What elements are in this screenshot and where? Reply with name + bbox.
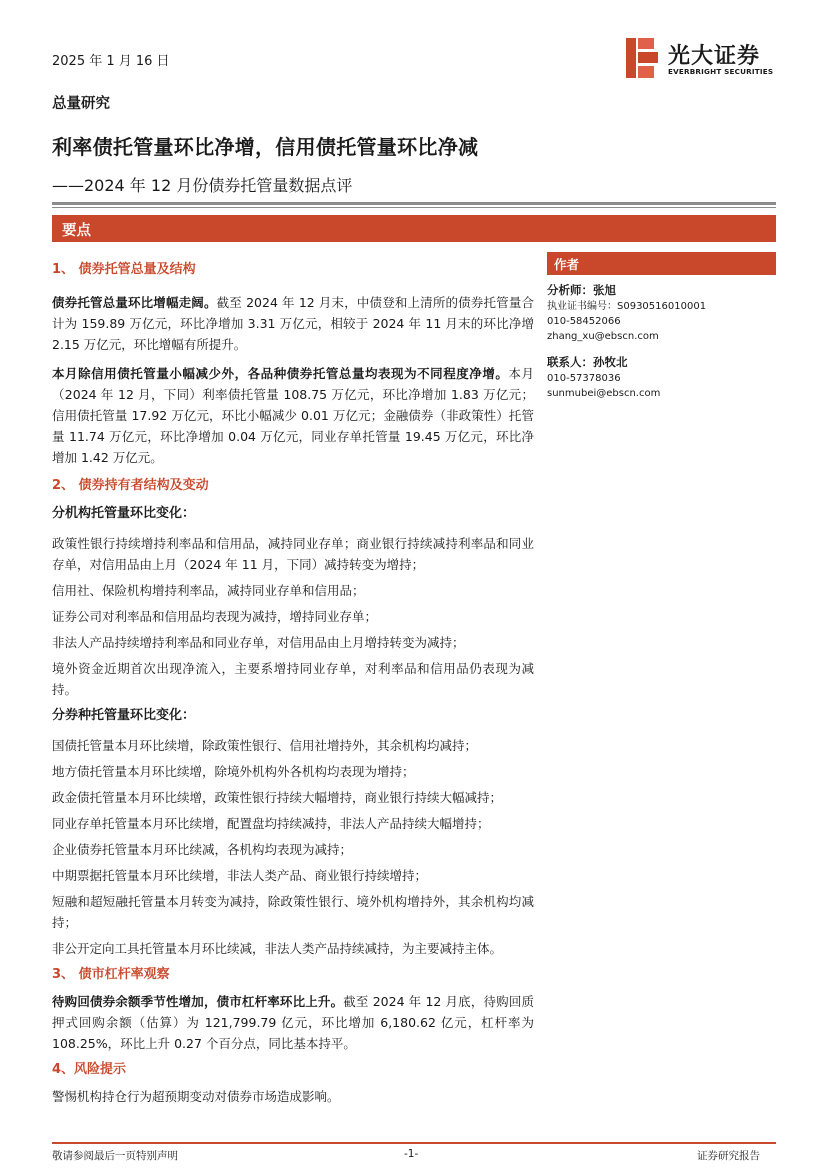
contact-name: 联系人：孙牧北 [547,355,628,369]
contact-phone: 010-57378036 [547,373,621,384]
list-item: 中期票据托管量本月环比续增，非法人类产品、商业银行持续增持； [52,868,428,883]
paragraph [52,363,534,468]
list-item: 同业存单托管量本月环比续增，配置盘均持续减持，非法人产品持续大幅增持； [52,816,490,831]
logo-text-cn: 光大证券 [668,44,761,69]
subsection-heading: 分机构托管量环比变化： [52,506,196,521]
everbright-logo-icon [626,36,660,80]
paragraph-text: 本月（2024 年 12 月，下同）利率债托管量 108.75 万亿元，环比净增加 1.83 万亿元；信用债托管量 17.92 万亿元，环比小幅减少 0.01 万亿元；金融债券（非政策性）托管量 11.74 万亿元，环比净增加 0.04 万亿元，同业存单托管量 19.45 万亿元，环比净增加 1.42 万亿元。 [52,366,534,465]
title-divider-thick [52,202,776,205]
report-title: 利率债托管量环比净增，信用债托管量环比净减 [52,135,479,159]
contact-email[interactable]: sunmubei@ebscn.com [547,388,661,399]
title-divider-thin [52,207,776,208]
paragraph [52,991,534,1054]
list-item: 国债托管量本月环比续增，除政策性银行、信用社增持外，其余机构均减持； [52,738,478,753]
author-label: 作者 [554,257,580,272]
list-item: 信用社、保险机构增持利率品，减持同业存单和信用品； [52,583,365,598]
report-date: 2025 年 1 月 16 日 [52,54,170,69]
list-item: 地方债托管量本月环比续增，除境外机构外各机构均表现为增持； [52,764,415,779]
paragraph-lead: 债券托管总量环比增幅走阔。 [52,295,217,310]
author-sidebar [547,252,776,401]
company-logo [626,36,776,82]
report-subtitle: ——2024 年 12 月份债券托管量数据点评 [52,176,353,195]
list-item: 政策性银行持续增持利率品和信用品，减持同业存单；商业银行持续减持利率品和同业存单，对信用品由上月（2024 年 11 月，下同）减持转变为增持； [52,536,534,572]
section-heading: 4、风险提示 [52,1062,127,1077]
author-bar [547,252,776,275]
key-points-bar [52,215,776,242]
list-item: 非法人产品持续增持利率品和同业存单，对信用品由上月增持转变为减持； [52,635,465,650]
analyst-email[interactable]: zhang_xu@ebscn.com [547,331,659,342]
footer-divider [52,1142,776,1144]
list-item: 非公开定向工具托管量本月环比续减，非法人类产品持续减持，为主要减持主体。 [52,941,503,956]
paragraph-text: 截至 2024 年 12 月末，中债登和上清所的债券托管量合计为 159.89 万亿元，环比净增加 3.31 万亿元，相较于 2024 年 11 月末的环比净增 2.15 万亿元，环比增幅有所提升。 [52,295,534,352]
paragraph-lead: 待购回债券余额季节性增加，债市杠杆率环比上升。 [52,994,344,1009]
main-content [52,259,534,1107]
key-points-label: 要点 [62,223,91,239]
list-item: 企业债券托管量本月环比续减，各机构均表现为减持； [52,842,353,857]
footer-report-type: 证券研究报告 [697,1150,760,1162]
paragraph [52,292,534,355]
page-number: -1- [404,1148,419,1160]
paragraph-text: 截至 2024 年 12 月底，待购回质押式回购余额（估算）为 121,799.79 亿元，环比增加 6,180.62 亿元，杠杆率为 108.25%，环比上升 0.27 个百分点，同比基本持平。 [52,994,534,1051]
subsection-heading: 分券种托管量环比变化： [52,708,196,723]
list-item: 境外资金近期首次出现净流入，主要系增持同业存单，对利率品和信用品仍表现为减持。 [52,661,534,697]
analyst-name: 分析师：张旭 [547,283,616,297]
section-heading: 2、 债券持有者结构及变动 [52,478,209,493]
risk-text: 警惕机构持仓行为超预期变动对债券市场造成影响。 [52,1089,340,1104]
report-category: 总量研究 [52,96,110,112]
paragraph-lead: 本月除信用债托管量小幅减少外，各品种债券托管总量均表现为不同程度净增。 [52,366,509,381]
list-item: 短融和超短融托管量本月转变为减持，除政策性银行、境外机构增持外，其余机构均减持； [52,894,534,930]
logo-text-en: EVERBRIGHT SECURITIES [668,67,774,76]
list-item: 政金债托管量本月环比续增，政策性银行持续大幅增持，商业银行持续大幅减持； [52,790,503,805]
section-heading: 3、 债市杠杆率观察 [52,967,170,982]
analyst-phone: 010-58452066 [547,316,621,327]
list-item: 证券公司对利率品和信用品均表现为减持，增持同业存单； [52,609,378,624]
analyst-cert: 执业证书编号：S0930516010001 [547,301,707,312]
section-heading: 1、 债券托管总量及结构 [52,262,196,277]
footer-disclaimer: 敬请参阅最后一页特别声明 [52,1150,178,1162]
